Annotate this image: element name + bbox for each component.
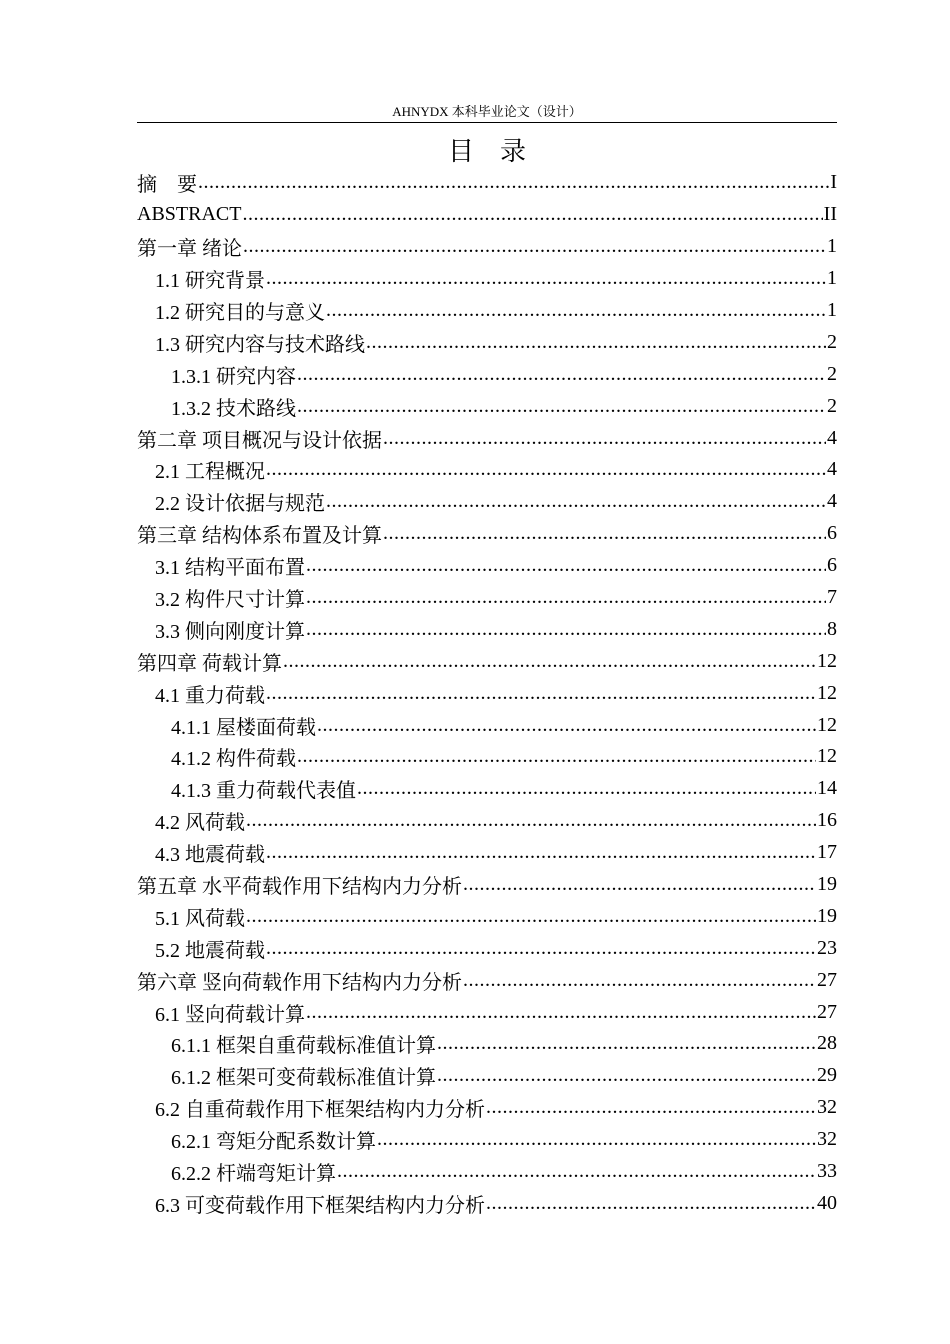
toc-entry-page-number: 19 xyxy=(817,904,837,927)
toc-entry-page-number: 6 xyxy=(827,554,837,577)
toc-entry-label: 1.2 研究目的与意义 xyxy=(155,302,325,324)
toc-entry-page-number: I xyxy=(830,171,837,194)
toc-entry[interactable] xyxy=(137,932,837,964)
toc-entry-label: 3.2 构件尺寸计算 xyxy=(155,589,305,612)
toc-dot-leader xyxy=(306,554,826,577)
toc-entry-label: ABSTRACT xyxy=(137,203,242,226)
toc-entry-page-number: 28 xyxy=(817,1032,837,1055)
toc-entry-label: 第一章 绪论 xyxy=(137,238,242,261)
toc-entry[interactable] xyxy=(137,1156,837,1188)
toc-entry[interactable] xyxy=(137,645,837,677)
toc-entry-page-number: 40 xyxy=(817,1191,837,1214)
toc-entry-page-number: 7 xyxy=(827,586,837,609)
toc-dot-leader xyxy=(366,331,826,354)
toc-dot-leader xyxy=(306,618,826,641)
toc-entry[interactable] xyxy=(137,486,837,518)
toc-entry-page-number: 14 xyxy=(817,777,837,800)
toc-entry[interactable] xyxy=(137,996,837,1028)
running-header: AHNYDX 本科毕业论文（设计） xyxy=(137,104,837,123)
toc-entry-page-number: 33 xyxy=(817,1160,837,1183)
toc-entry[interactable] xyxy=(137,454,837,486)
toc-entry-label: 3.3 侧向刚度计算 xyxy=(155,620,305,643)
toc-entry[interactable] xyxy=(137,582,837,614)
toc-entry-page-number: 27 xyxy=(817,1000,837,1023)
toc-entry-label: 6.1.1 框架自重荷载标准值计算 xyxy=(171,1035,436,1058)
toc-entry-label: 4.2 风荷载 xyxy=(155,812,245,835)
toc-dot-leader xyxy=(463,873,816,896)
toc-dot-leader xyxy=(357,777,816,800)
toc-entry-page-number: 2 xyxy=(827,330,837,353)
toc-entry[interactable] xyxy=(137,677,837,709)
toc-entry-label: 6.1.2 框架可变荷载标准值计算 xyxy=(171,1067,436,1090)
toc-entry-label: 4.1.1 屋楼面荷载 xyxy=(171,716,316,739)
toc-entry[interactable] xyxy=(137,741,837,773)
toc-entry-label: 2.1 工程概况 xyxy=(155,461,265,484)
toc-entry[interactable] xyxy=(137,805,837,837)
toc-dot-leader xyxy=(326,299,826,322)
toc-dot-leader xyxy=(437,1064,816,1087)
toc-entry[interactable] xyxy=(137,869,837,901)
toc-dot-leader xyxy=(297,745,816,768)
toc-entry[interactable] xyxy=(137,199,837,231)
toc-entry-page-number: 1 xyxy=(827,267,837,290)
toc-entry-page-number: 12 xyxy=(817,713,837,736)
toc-entry[interactable] xyxy=(137,295,837,327)
toc-dot-leader xyxy=(246,905,816,928)
toc-dot-leader xyxy=(486,1096,816,1119)
toc-entry-label: 2.2 设计依据与规范 xyxy=(155,493,325,516)
toc-entry-page-number: 29 xyxy=(817,1064,837,1087)
toc-entry-label: 第二章 项目概况与设计依据 xyxy=(137,429,382,452)
toc-dot-leader xyxy=(266,267,826,290)
toc-dot-leader xyxy=(246,809,816,832)
toc-entry-label: 第三章 结构体系布置及计算 xyxy=(137,525,382,548)
toc-entry-label: 1.1 研究背景 xyxy=(155,270,265,293)
toc-entry[interactable] xyxy=(137,964,837,996)
toc-entry[interactable] xyxy=(137,1124,837,1156)
toc-dot-leader xyxy=(243,235,826,258)
toc-title: 目 录 xyxy=(447,137,526,166)
toc-entry[interactable] xyxy=(137,837,837,869)
toc-entry-label: 6.1 竖向荷载计算 xyxy=(155,1003,305,1026)
toc-dot-leader xyxy=(486,1192,816,1215)
toc-entry-page-number: 23 xyxy=(817,936,837,959)
toc-entry[interactable] xyxy=(137,390,837,422)
toc-entry-label: 6.3 可变荷载作用下框架结构内力分析 xyxy=(155,1194,485,1217)
toc-entry-page-number: 27 xyxy=(817,968,837,991)
toc-entry-page-number: 1 xyxy=(827,299,837,321)
toc-entry[interactable] xyxy=(137,358,837,390)
toc-entry-label: 第六章 竖向荷载作用下结构内力分析 xyxy=(137,971,462,994)
toc-entry-page-number: 1 xyxy=(827,235,837,258)
toc-entry-label: 6.2 自重荷载作用下框架结构内力分析 xyxy=(155,1099,485,1122)
toc-entry[interactable] xyxy=(137,773,837,805)
toc-dot-leader xyxy=(266,937,816,960)
toc-entry[interactable] xyxy=(137,326,837,358)
toc-dot-leader xyxy=(266,458,826,481)
toc-entry-page-number: 17 xyxy=(817,841,837,864)
toc-dot-leader xyxy=(383,522,826,545)
toc-entry[interactable] xyxy=(137,900,837,932)
toc-entry[interactable] xyxy=(137,550,837,582)
toc-dot-leader xyxy=(306,586,826,609)
toc-entry-page-number: 2 xyxy=(827,394,837,417)
toc-entry-page-number: 32 xyxy=(817,1096,837,1119)
toc-dot-leader xyxy=(266,841,816,864)
toc-entry-page-number: 4 xyxy=(827,490,837,513)
toc-entry-label: 4.1.3 重力荷载代表值 xyxy=(171,780,356,803)
toc-entry-label: 5.1 风荷载 xyxy=(155,907,245,930)
toc-dot-leader xyxy=(383,427,826,450)
toc-list xyxy=(137,167,837,1219)
toc-entry-page-number: 12 xyxy=(817,745,837,768)
toc-entry-label: 1.3.2 技术路线 xyxy=(171,397,296,420)
toc-entry[interactable] xyxy=(137,1092,837,1124)
toc-entry-page-number: 4 xyxy=(827,458,837,481)
toc-entry-page-number: 32 xyxy=(817,1128,837,1151)
toc-entry-page-number: 16 xyxy=(817,809,837,832)
toc-dot-leader xyxy=(317,714,816,737)
toc-entry-label: 4.1.2 构件荷载 xyxy=(171,748,296,771)
toc-entry-page-number: 19 xyxy=(817,873,837,896)
toc-entry-label: 3.1 结构平面布置 xyxy=(155,557,305,580)
toc-entry-page-number: 12 xyxy=(817,681,837,704)
toc-entry-page-number: 2 xyxy=(827,362,837,385)
toc-dot-leader xyxy=(266,682,816,705)
toc-entry[interactable] xyxy=(137,167,837,199)
toc-dot-leader xyxy=(377,1128,816,1151)
toc-dot-leader xyxy=(283,650,816,673)
toc-entry-label: 6.2.1 弯矩分配系数计算 xyxy=(171,1131,376,1154)
toc-entry-label: 5.2 地震荷载 xyxy=(155,939,265,962)
toc-entry-label: 摘 要 xyxy=(137,174,197,197)
toc-entry-label: 1.3 研究内容与技术路线 xyxy=(155,333,365,356)
toc-entry[interactable] xyxy=(137,263,837,295)
toc-dot-leader xyxy=(437,1032,816,1055)
toc-entry-label: 4.1 重力荷载 xyxy=(155,684,265,707)
toc-entry-page-number: 6 xyxy=(827,522,837,545)
toc-entry-label: 第五章 水平荷载作用下结构内力分析 xyxy=(137,876,462,899)
toc-entry-label: 4.3 地震荷载 xyxy=(155,844,265,867)
toc-entry[interactable] xyxy=(137,1188,837,1220)
toc-entry[interactable] xyxy=(137,518,837,550)
toc-entry[interactable] xyxy=(137,1060,837,1092)
toc-entry-label: 第四章 荷载计算 xyxy=(137,652,282,675)
toc-entry[interactable] xyxy=(137,709,837,741)
toc-dot-leader xyxy=(306,1001,816,1024)
toc-dot-leader xyxy=(297,395,826,418)
toc-dot-leader xyxy=(337,1160,816,1183)
toc-entry[interactable] xyxy=(137,613,837,645)
toc-entry-page-number: II xyxy=(823,203,837,226)
toc-dot-leader xyxy=(463,969,816,992)
toc-entry-page-number: 8 xyxy=(827,617,837,640)
toc-entry-label: 1.3.1 研究内容 xyxy=(171,365,296,388)
toc-entry-label: 6.2.2 杆端弯矩计算 xyxy=(171,1163,336,1186)
toc-dot-leader xyxy=(326,490,826,513)
toc-entry[interactable] xyxy=(137,231,837,263)
toc-entry-page-number: 12 xyxy=(817,649,837,672)
toc-dot-leader xyxy=(198,171,829,194)
toc-entry-page-number: 4 xyxy=(827,426,837,449)
toc-entry[interactable] xyxy=(137,1028,837,1060)
toc-entry[interactable] xyxy=(137,422,837,454)
toc-dot-leader xyxy=(242,203,822,226)
toc-dot-leader xyxy=(297,363,826,386)
